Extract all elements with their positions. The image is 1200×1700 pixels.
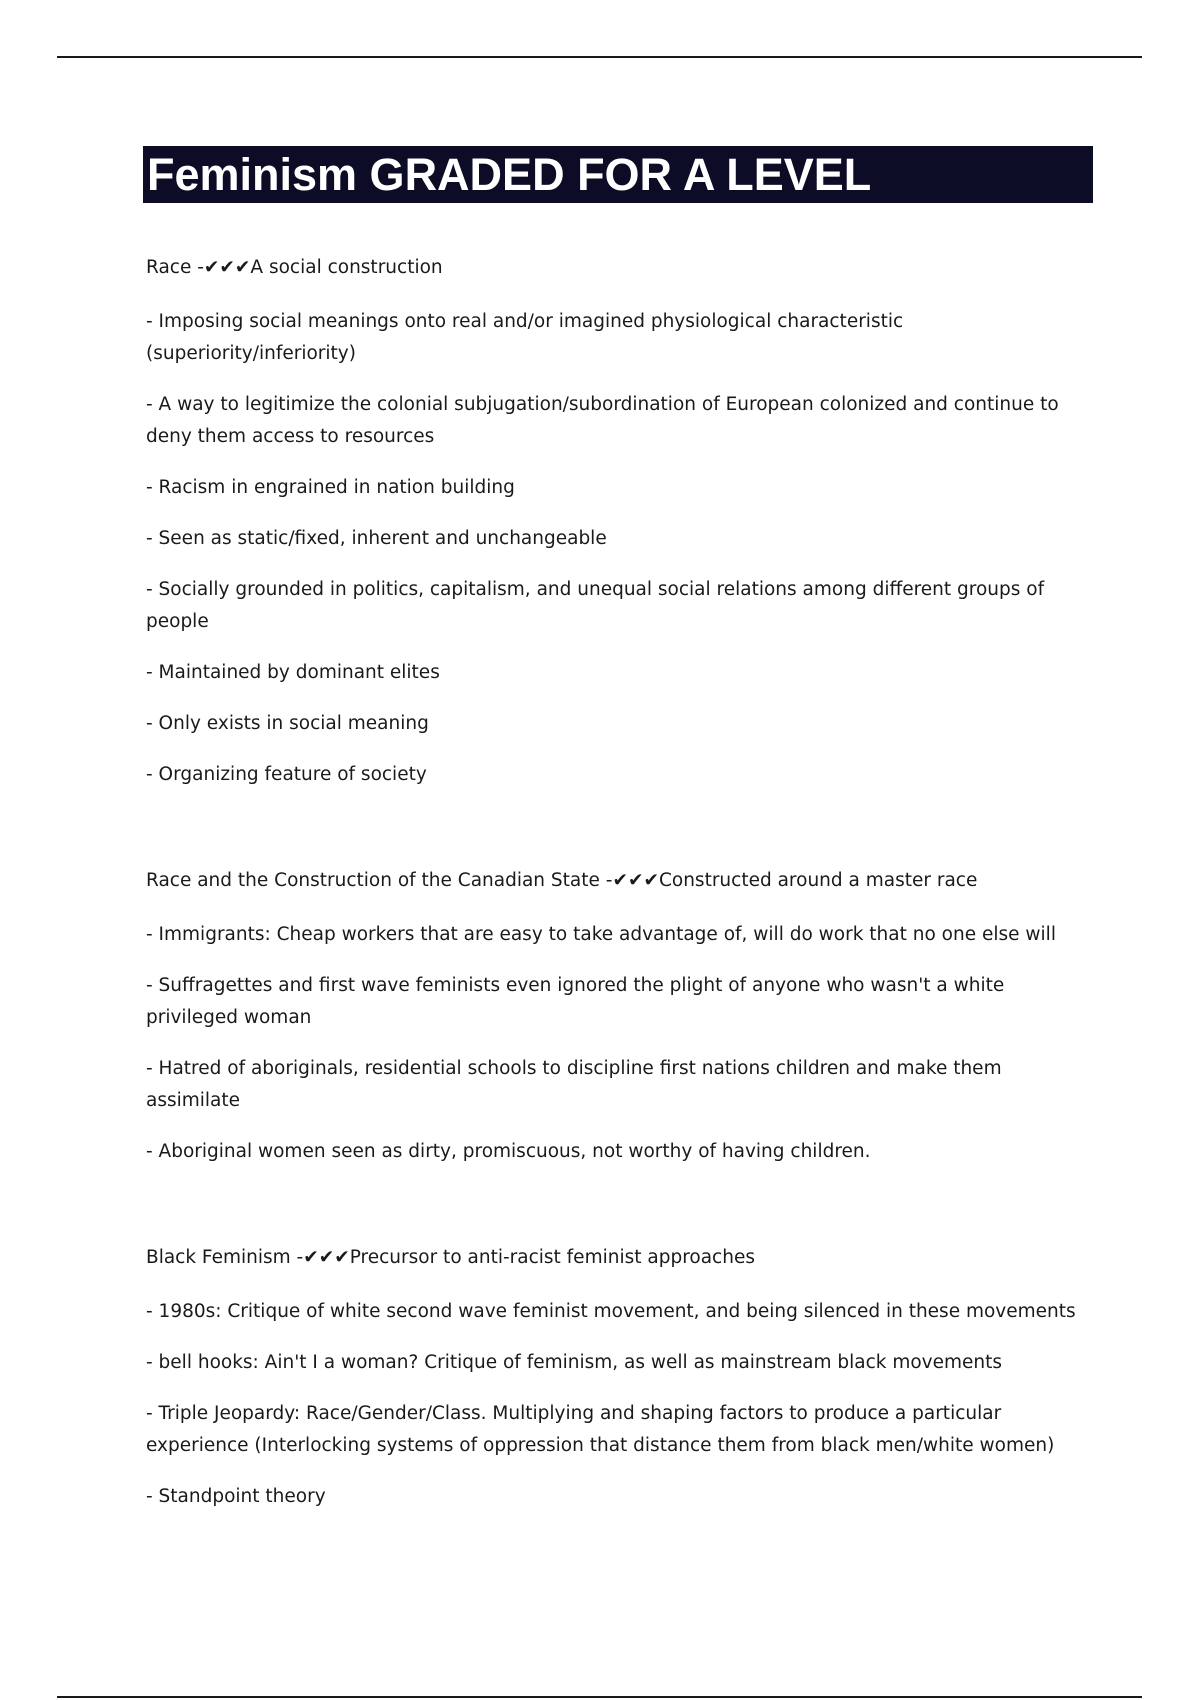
checkmark-icon: ✔✔✔ bbox=[612, 870, 659, 891]
list-item: - A way to legitimize the colonial subjugation/subordination of European colonized and continue to deny them access to resources bbox=[146, 394, 1059, 447]
section-heading bbox=[146, 252, 1096, 284]
list-item: - Maintained by dominant elites bbox=[146, 662, 440, 683]
list-item: - Standpoint theory bbox=[146, 1486, 326, 1507]
section-canadian-state bbox=[146, 865, 1096, 1168]
section-heading bbox=[146, 865, 1096, 897]
footer-rule bbox=[57, 1696, 1142, 1698]
list-item: - Only exists in social meaning bbox=[146, 713, 429, 734]
term: Race and the Construction of the Canadian State - bbox=[146, 870, 613, 891]
list-item: - Socially grounded in politics, capitalism, and unequal social relations among different groups of people bbox=[146, 579, 1045, 632]
list-item: - Suffragettes and first wave feminists even ignored the plight of anyone who wasn't a white privileged woman bbox=[146, 975, 1005, 1028]
section-race bbox=[146, 252, 1096, 791]
section-heading bbox=[146, 1242, 1096, 1274]
header-rule bbox=[57, 56, 1142, 58]
list-item: - Hatred of aboriginals, residential schools to discipline first nations children and make them assimilate bbox=[146, 1058, 1002, 1111]
list-item: - bell hooks: Ain't I a woman? Critique of feminism, as well as mainstream black movements bbox=[146, 1352, 1003, 1373]
definition: Constructed around a master race bbox=[658, 870, 978, 891]
checkmark-icon: ✔✔✔ bbox=[203, 257, 251, 278]
definition: A social construction bbox=[250, 257, 443, 278]
document-title: Feminism GRADED FOR A LEVEL bbox=[147, 149, 872, 200]
list-item: - Triple Jeopardy: Race/Gender/Class. Multiplying and shaping factors to produce a particular experience (Interlocking systems of oppression that distance them from black men/white women) bbox=[146, 1403, 1055, 1456]
section-black-feminism bbox=[146, 1242, 1096, 1513]
list-item: - Immigrants: Cheap workers that are easy to take advantage of, will do work that no one else will bbox=[146, 924, 1056, 945]
list-item: - Racism in engrained in nation building bbox=[146, 477, 515, 498]
list-item: - 1980s: Critique of white second wave feminist movement, and being silenced in these movements bbox=[146, 1301, 1076, 1322]
definition: Precursor to anti-racist feminist approaches bbox=[349, 1247, 755, 1268]
list-item: - Organizing feature of society bbox=[146, 764, 427, 785]
title-banner bbox=[143, 146, 1093, 203]
term: Race - bbox=[146, 257, 204, 278]
checkmark-icon: ✔✔✔ bbox=[303, 1247, 350, 1268]
term: Black Feminism - bbox=[146, 1247, 304, 1268]
list-item: - Aboriginal women seen as dirty, promiscuous, not worthy of having children. bbox=[146, 1141, 871, 1162]
list-item: - Seen as static/fixed, inherent and unchangeable bbox=[146, 528, 607, 549]
list-item: - Imposing social meanings onto real and/or imagined physiological characteristic (superiority/inferiority) bbox=[146, 311, 904, 364]
document-body bbox=[146, 252, 1096, 1513]
